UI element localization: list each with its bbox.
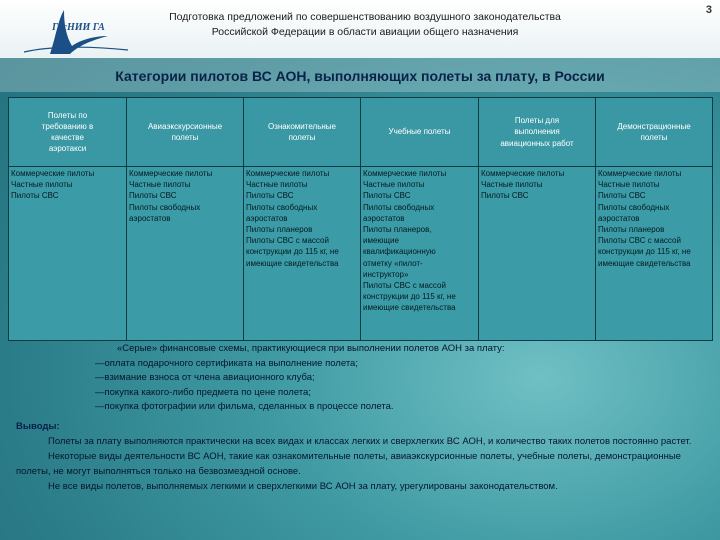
conclusions-section (16, 419, 716, 494)
grey-schemes-title: «Серые» финансовые схемы, практикующиеся при выполнении полетов АОН за плату: (117, 343, 505, 354)
page-title: Категории пилотов ВС АОН, выполняющих полеты за плату, в России (115, 68, 605, 84)
column-header-excursion: Авиаэкскурсионные полеты (127, 98, 244, 167)
list-item: —покупка фотографии или фильма, сделанных в процессе полета. (95, 401, 394, 412)
cell-demonstration: Коммерческие пилоты Частные пилоты Пилоты СВС Пилоты свободных аэростатов Пилоты планеров Пилоты СВС с массой конструкции до 115 кг, не имеющие свидетельства (596, 167, 713, 341)
cell-aerial-work: Коммерческие пилоты Частные пилоты Пилоты СВС (479, 167, 596, 341)
column-header-training: Учебные полеты (361, 98, 479, 167)
conclusion-paragraph: Полеты за плату выполняются практически на всех видах и классах легких и сверхлегких ВС АОН, и количество таких полетов постоянно растет. (48, 436, 692, 447)
header-bar (0, 0, 720, 58)
conclusion-paragraph: Некоторые виды деятельности ВС АОН, такие как ознакомительные полеты, авиаэкскурсионные полеты, учебные полеты, демонстрационные полеты, не могут выполняться только на безвозмездной основе. (16, 451, 681, 477)
table-row (9, 167, 713, 341)
column-header-air-taxi: Полеты по требованию в качестве аэротакси (9, 98, 127, 167)
conclusion-paragraph: Не все виды полетов, выполняемых легкими и сверхлегкими ВС АОН за плату, урегулированы законодательством. (48, 481, 558, 492)
logo-text: ГосНИИ ГА (52, 22, 105, 33)
column-header-aerial-work: Полеты для выполнения авиационных работ (479, 98, 596, 167)
grey-schemes-section (95, 342, 715, 415)
cell-air-taxi: Коммерческие пилоты Частные пилоты Пилоты СВС (9, 167, 127, 341)
list-item: —покупка какого-либо предмета по цене полета; (95, 386, 311, 398)
cell-familiarization: Коммерческие пилоты Частные пилоты Пилоты СВС Пилоты свободных аэростатов Пилоты планеров Пилоты СВС с массой конструкции до 115 кг, не имеющие свидетельства (244, 167, 361, 341)
conclusions-heading: Выводы: (16, 421, 60, 432)
header-title-line-1: Подготовка предложений по совершенствованию воздушного законодательства (169, 11, 561, 23)
header-title (140, 10, 590, 40)
column-header-demonstration: Демонстрационные полеты (596, 98, 713, 167)
cell-training: Коммерческие пилоты Частные пилоты Пилоты СВС Пилоты свободных аэростатов Пилоты планеров, имеющие квалификационную отметку «пилот- инструктор» Пилоты СВС с массой конструкции до 115 кг, не имеющие свидетельства (361, 167, 479, 341)
table-header-row (9, 98, 713, 167)
list-item: —оплата подарочного сертификата на выполнение полета; (95, 357, 358, 369)
pilot-categories-table (8, 97, 713, 341)
header-title-line-2: Российской Федерации в области авиации общего назначения (211, 26, 519, 38)
list-item: —взимание взноса от члена авиационного клуба; (95, 372, 315, 383)
cell-excursion: Коммерческие пилоты Частные пилоты Пилоты СВС Пилоты свободных аэростатов (127, 167, 244, 341)
page-number: 3 (705, 4, 712, 16)
column-header-familiarization: Ознакомительные полеты (244, 98, 361, 167)
